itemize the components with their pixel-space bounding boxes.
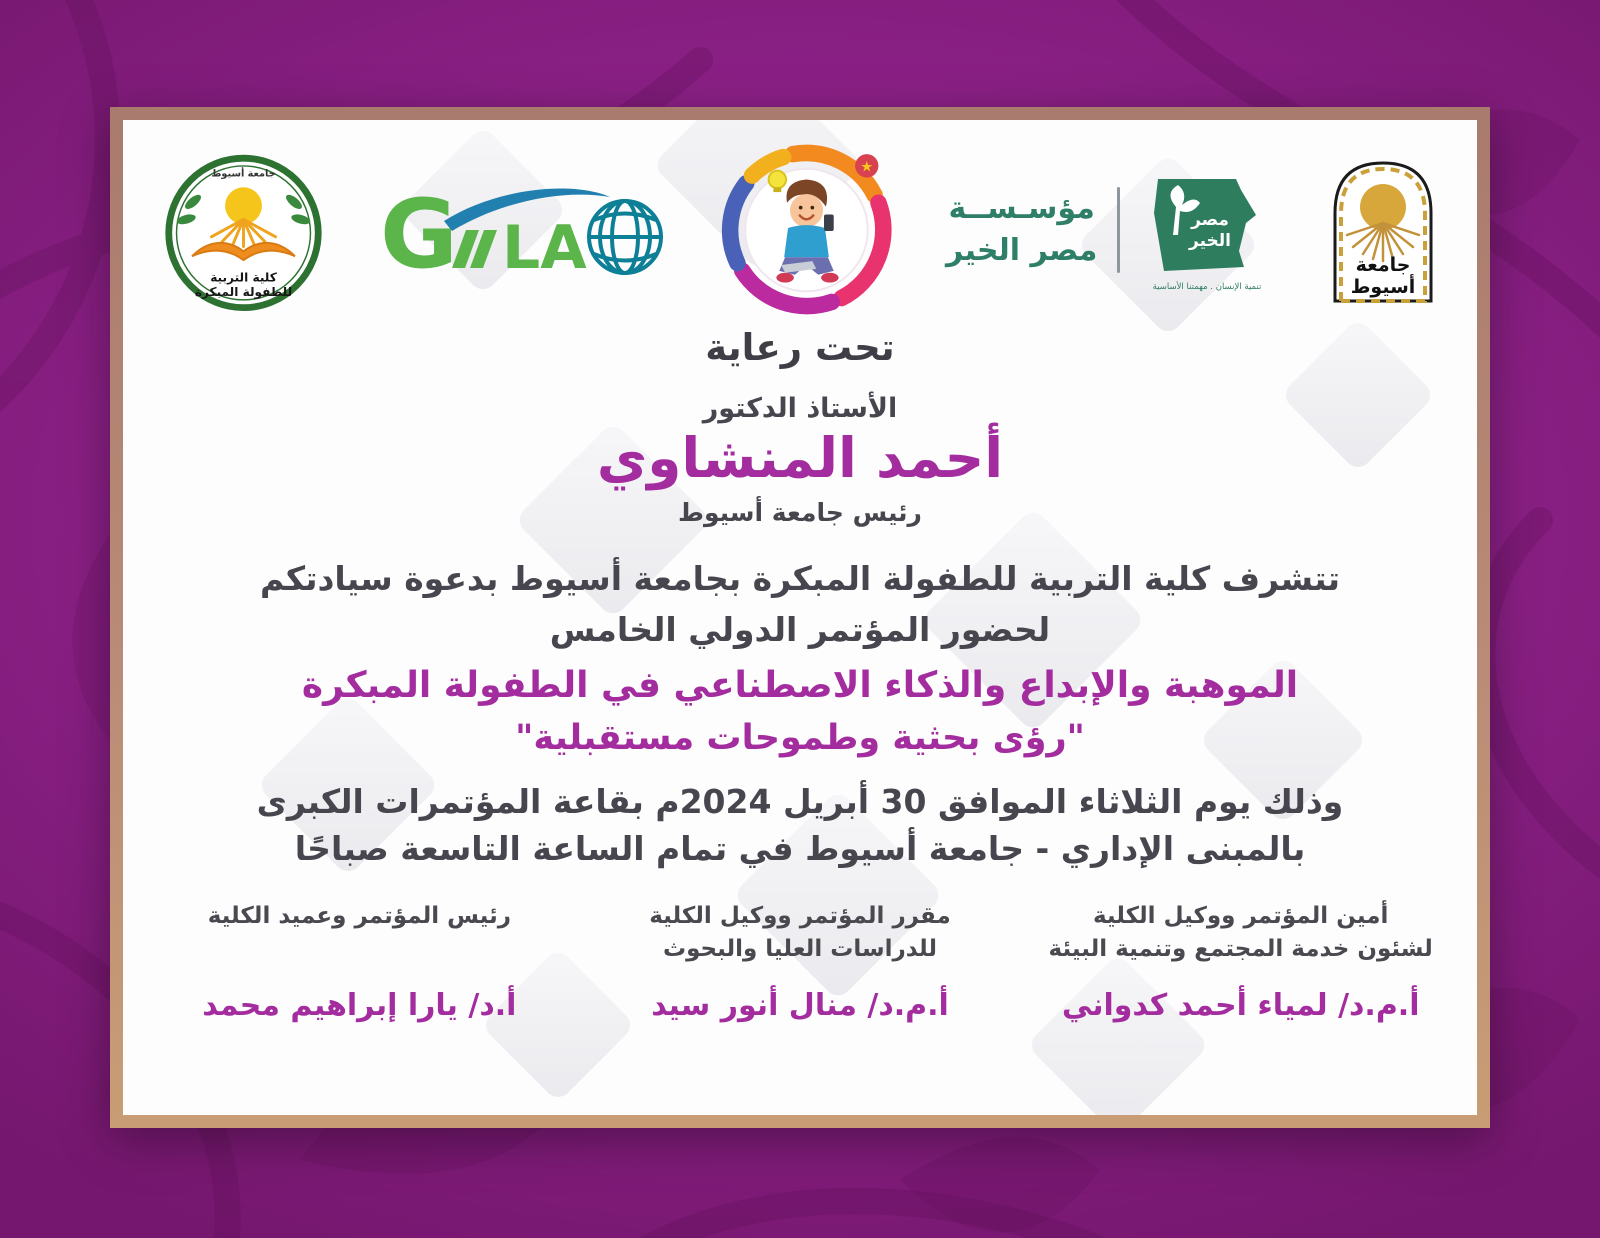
college-early-childhood-logo [161,146,326,314]
globe-icon [589,201,661,273]
conference-subtitle: "رؤى بحثية وطموحات مستقبلية" [515,718,1085,758]
card-inner [123,120,1477,1115]
assiut-logo-word2: أسيوط [1350,276,1416,298]
invitation-line1: تتشرف كلية التربية للطفولة المبكرة بجامعة أسيوط بدعوة سيادتكم [260,559,1340,598]
patron-degree: الأستاذ الدكتور [702,393,898,424]
misr-elkheir-wordmark-line2: مصر الخير [945,233,1098,268]
child-illustration-badge [719,140,894,320]
patron-role: رئيس جامعة أسيوط [678,498,922,527]
signature-role-line: مقرر المؤتمر ووكيل الكلية [649,903,951,929]
misr-elkheir-wordmark [946,188,1097,272]
signature-president [139,900,580,1023]
invitation-line2: لحضور المؤتمر الدولي الخامس [549,610,1051,649]
assiut-logo-word1: جامعة [1355,254,1411,276]
gwla-letters-la: LA [501,213,587,283]
gwla-logo [378,175,668,285]
signatures-row [123,900,1477,1023]
college-logo-name-line2: للطفولة المبكرة [194,285,293,299]
misr-elkheir-wordmark-line1: مؤسـســة [948,191,1095,226]
star-icon [855,154,878,177]
mek-map-word2: الخير [1189,230,1232,251]
vertical-divider [1117,187,1120,273]
college-logo-name-line1: كلية التربية [210,270,277,285]
patron-name: أحمد المنشاوي [596,426,1004,490]
signature-role-line: رئيس المؤتمر وعميد الكلية [207,903,511,929]
schedule-line2: بالمبنى الإداري - جامعة أسيوط في تمام الساعة التاسعة صباحًا [294,829,1306,868]
assiut-university-logo [1327,151,1439,309]
egypt-map-icon [1140,163,1275,298]
signature-role-line: أمين المؤتمر ووكيل الكلية [1092,903,1389,929]
signature-role-line: لشئون خدمة المجتمع وتنمية البيئة [1048,936,1433,963]
signature-secretary [1020,900,1461,1023]
invitation-card [110,107,1490,1128]
mek-map-word1: مصر [1191,209,1230,230]
signature-rapporteur [580,900,1021,1023]
logos-row [123,120,1477,316]
college-logo-university-text: جامعة أسيوط [211,168,276,180]
signature-name: أ.م.د/ لمياء أحمد كدواني [1061,988,1420,1023]
svg-text:★: ★ [860,158,874,176]
mek-tagline: تنمية الإنسان . مهمتنا الأساسية [1152,281,1262,292]
signature-role-line: للدراسات العليا والبحوث [662,936,938,963]
gwla-letter-g: G [379,180,458,285]
misr-elkheir-map-logo [1140,163,1275,298]
under-patronage-heading: تحت رعاية [705,326,895,369]
conference-title: الموهبة والإبداع والذكاء الاصطناعي في الطفولة المبكرة [301,665,1299,706]
signature-name: أ.م.د/ منال أنور سيد [651,988,949,1023]
signature-name: أ.د/ يارا إبراهيم محمد [202,988,517,1023]
misr-elkheir-group [946,163,1275,298]
schedule-line1: وذلك يوم الثلاثاء الموافق 30 أبريل 2024م بقاعة المؤتمرات الكبرى [256,782,1344,821]
